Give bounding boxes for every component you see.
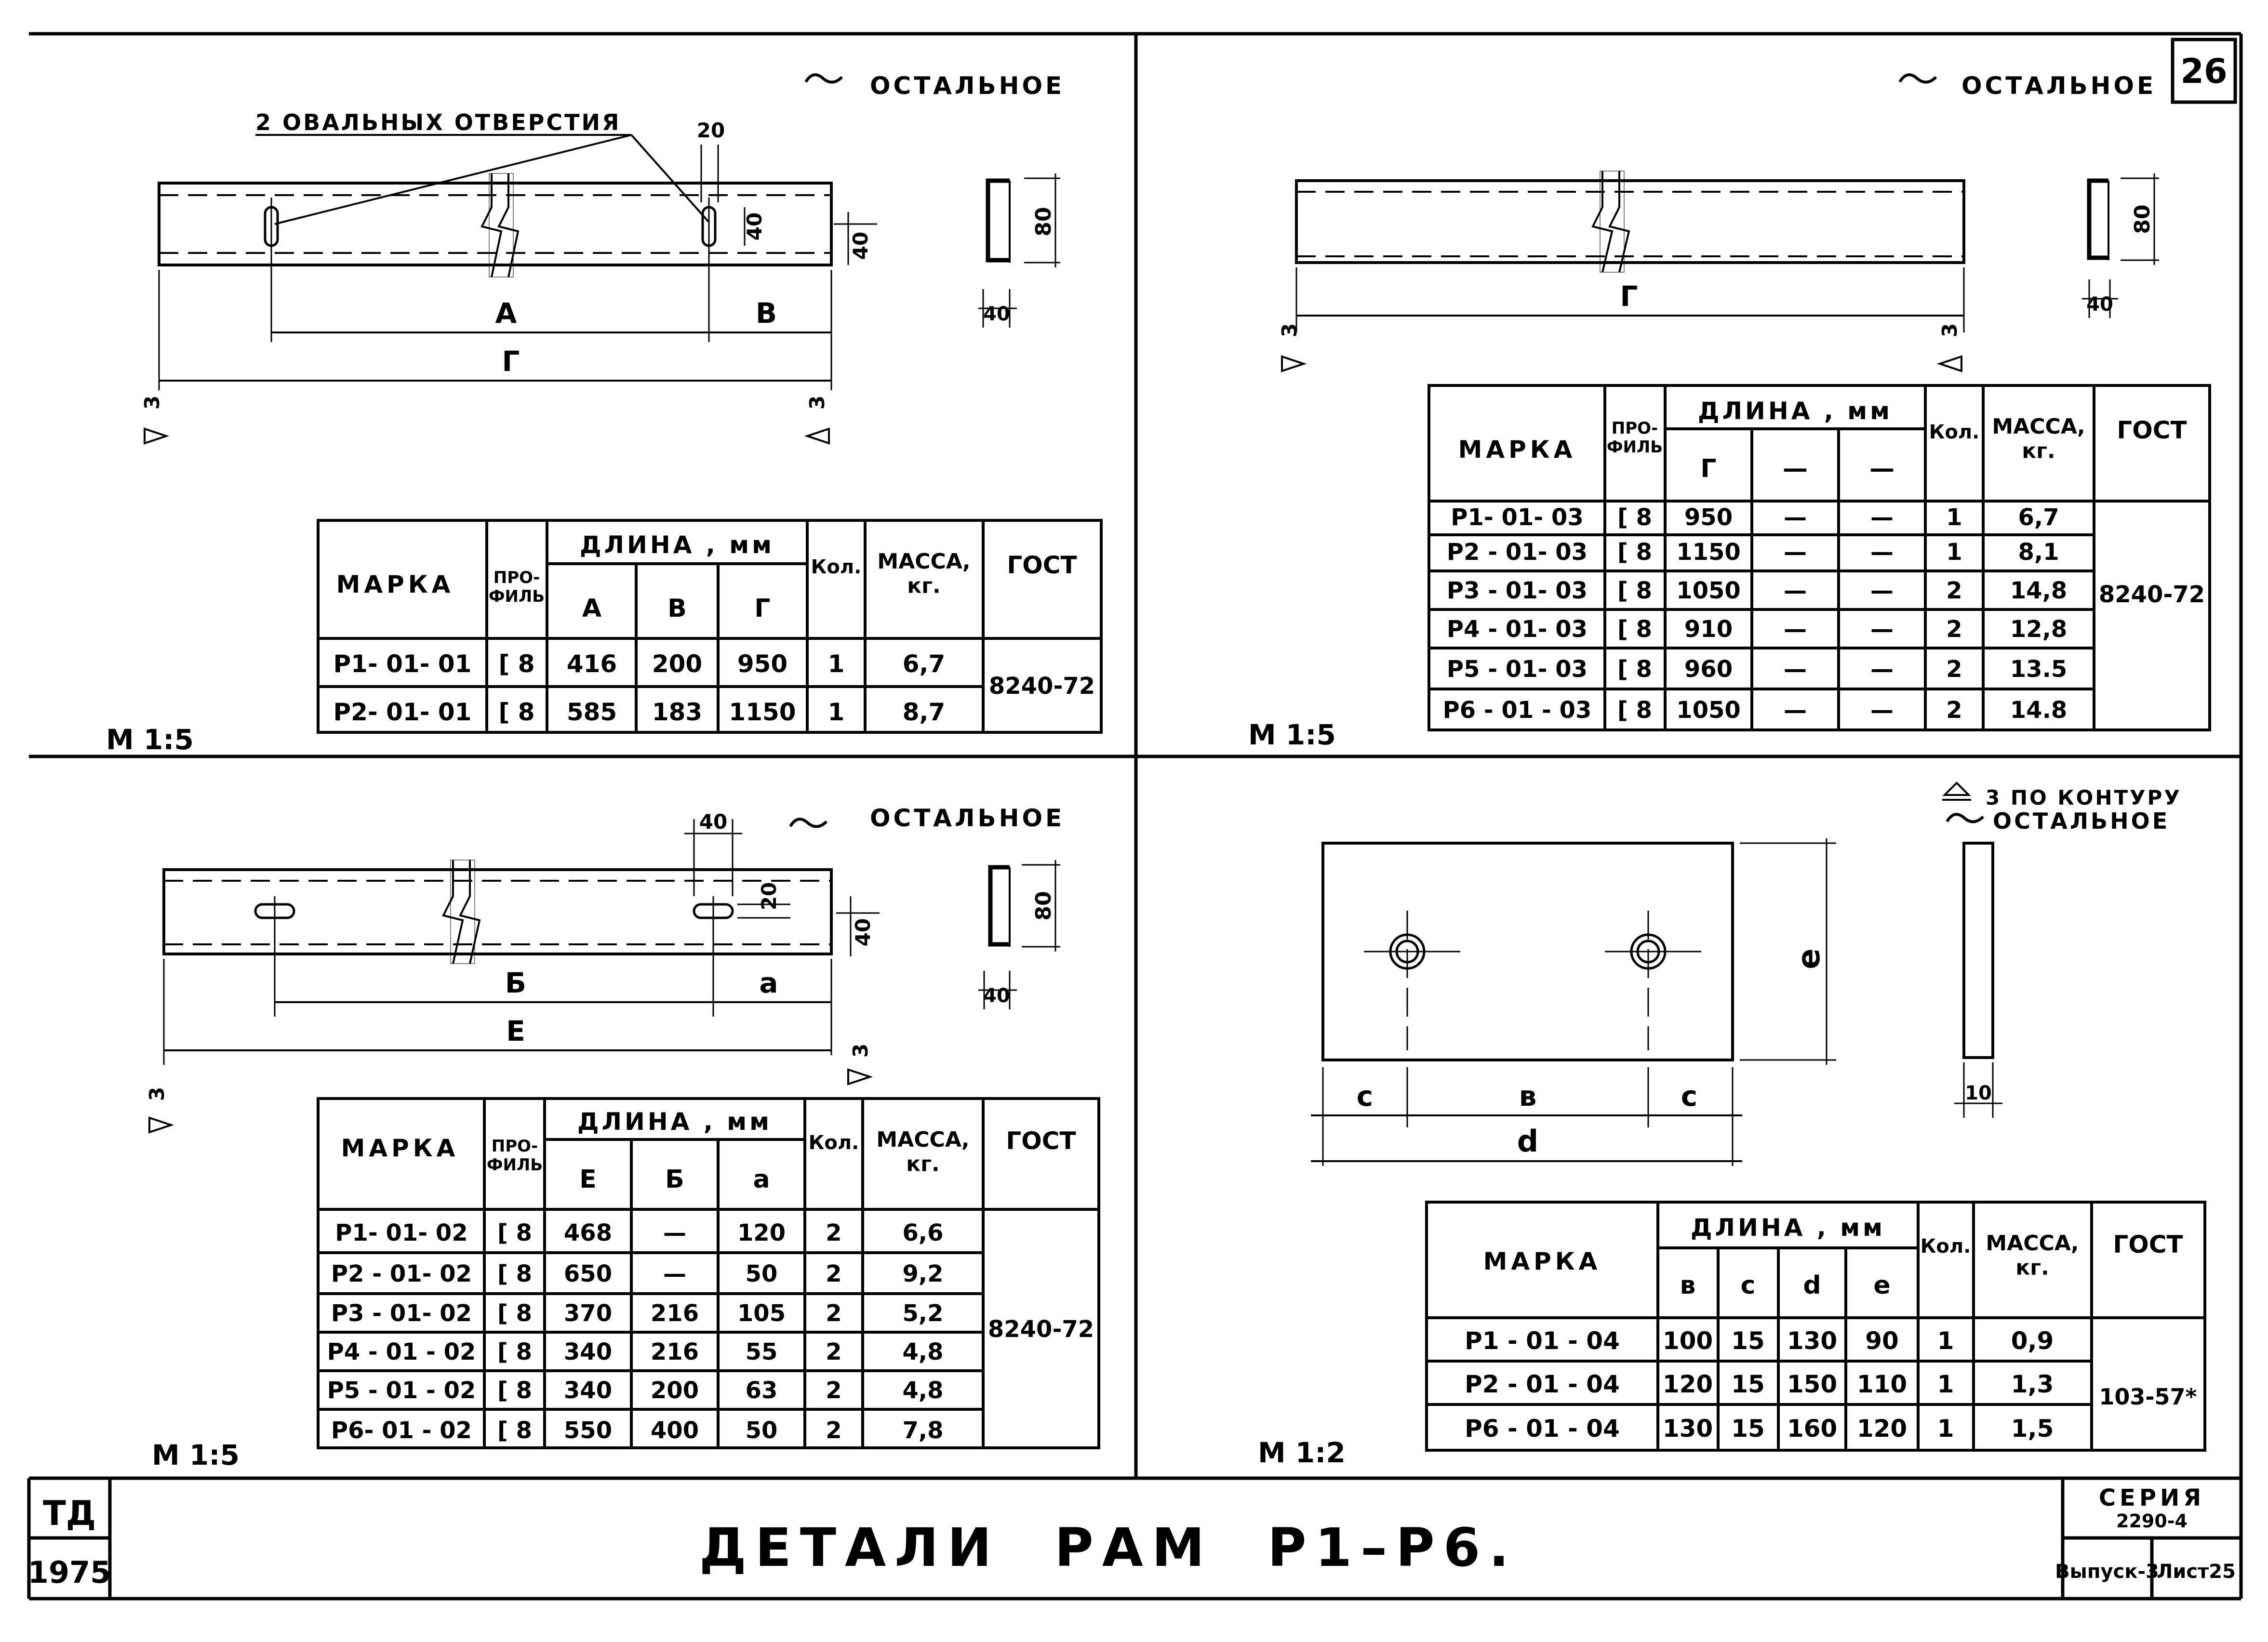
p4-th-marka: МАРКА	[1483, 1247, 1601, 1275]
table-cell: Р1- 01- 02	[335, 1219, 468, 1246]
table-cell: Р4 - 01- 03	[1446, 616, 1588, 643]
dim-a: А	[495, 297, 517, 330]
table-cell: 2	[826, 1300, 842, 1327]
table-cell: 120	[1662, 1370, 1713, 1398]
p4-th-mass: МАССА, кг.	[1986, 1231, 2079, 1280]
panel-1-scale: М 1:5	[106, 723, 194, 756]
table-cell: Р1 - 01 - 04	[1465, 1327, 1620, 1355]
table-cell: 120	[737, 1219, 786, 1246]
p1-th-a: А	[582, 594, 602, 623]
table-cell: 50	[745, 1417, 778, 1444]
table-cell: [ 8	[497, 1338, 533, 1365]
dim-20: 20	[696, 119, 725, 142]
dim-40-section-2: 40	[2086, 293, 2113, 316]
p2-th-dash1: —	[1783, 454, 1808, 483]
table-cell: [ 8	[498, 698, 535, 726]
table-cell: 8,1	[2018, 539, 2059, 566]
table-cell: —	[1784, 697, 1807, 724]
table-cell: 90	[1865, 1327, 1899, 1355]
table-cell: 1050	[1676, 697, 1741, 724]
dim-40-side-3: 40	[851, 918, 875, 947]
p1-th-qty: Кол.	[811, 556, 862, 578]
table-cell: 2	[826, 1219, 842, 1246]
bolt-hole-1	[1364, 911, 1460, 1050]
table-cell: —	[1784, 616, 1807, 643]
table-cell: Р4 - 01 - 02	[327, 1338, 476, 1365]
table-cell: 200	[652, 650, 703, 678]
table-cell: 1	[827, 650, 845, 678]
td-label: ТД	[42, 1494, 96, 1533]
table-cell: 160	[1787, 1415, 1838, 1443]
table-cell: 5,2	[902, 1300, 944, 1327]
dim-20-3: 20	[757, 882, 781, 911]
table-cell: —	[663, 1219, 686, 1246]
weld-3-left-2: 3	[1278, 323, 1301, 337]
table-cell: Р3 - 01- 02	[331, 1300, 472, 1327]
table-cell: 2	[826, 1260, 842, 1287]
dim-e-3: Е	[506, 1015, 525, 1047]
dim-a-3: а	[759, 967, 778, 999]
table-cell: 2	[1946, 616, 1962, 643]
table-cell: 1150	[1676, 539, 1741, 566]
p3-th-mass: МАССА, кг.	[876, 1127, 970, 1177]
table-cell: 216	[650, 1300, 699, 1327]
p3-th-e: Е	[579, 1165, 597, 1194]
p3-th-b: Б	[665, 1165, 684, 1194]
weld-3-right-2: 3	[1938, 323, 1961, 337]
p4-gost: 103-57*	[2099, 1384, 2197, 1410]
table-cell: —	[1870, 539, 1894, 566]
p1-th-length: ДЛИНА , мм	[580, 531, 774, 559]
weld-note-2: остальное	[1961, 72, 2157, 100]
p3-th-a: а	[753, 1165, 770, 1194]
weld-note-4b: остальное	[1993, 808, 2170, 834]
sheet-number: 26	[2180, 52, 2228, 91]
table-cell: 15	[1731, 1370, 1765, 1398]
p2-th-length: ДЛИНА , мм	[1698, 397, 1893, 425]
table-cell: 416	[566, 650, 617, 678]
table-cell: Р6 - 01 - 03	[1442, 697, 1592, 724]
table-cell: 1	[827, 698, 845, 726]
p2-gost: 8240-72	[2098, 581, 2205, 608]
weld-note-icon	[806, 75, 842, 82]
dim-b: В	[755, 297, 777, 330]
table-cell: 340	[563, 1338, 613, 1365]
dim-10-4: 10	[1965, 1082, 1992, 1104]
weld-3-left: 3	[140, 395, 164, 410]
year-label: 1975	[27, 1555, 111, 1590]
p4-th-gost: ГОСТ	[2113, 1231, 2183, 1258]
table-cell: 15	[1731, 1415, 1765, 1443]
panel-1-drawing	[140, 72, 1065, 443]
table-cell: Р5 - 01- 03	[1446, 656, 1588, 683]
table-cell: [ 8	[1617, 616, 1653, 643]
table-cell: Р2 - 01- 03	[1446, 539, 1588, 566]
dim-40-section: 40	[983, 303, 1010, 325]
table-cell: 110	[1856, 1370, 1908, 1398]
p4-th-b: в	[1680, 1271, 1696, 1300]
weld-3-right: 3	[805, 395, 829, 410]
p4-th-e: е	[1873, 1271, 1891, 1300]
p2-th-profile: ПРО-ФИЛЬ	[1606, 419, 1663, 457]
table-cell: 1,3	[2011, 1370, 2054, 1398]
table-cell: 4,8	[902, 1338, 944, 1365]
table-cell: —	[1870, 577, 1894, 604]
table-cell: 585	[566, 698, 617, 726]
p2-th-marka: МАРКА	[1458, 436, 1576, 463]
table-cell: [ 8	[1617, 539, 1653, 566]
table-cell: 6,7	[902, 650, 946, 678]
p1-th-b: В	[667, 594, 687, 623]
table-cell: 1	[1946, 504, 1962, 531]
table-cell: Р2 - 01- 02	[331, 1260, 472, 1287]
weld-3-right-3: 3	[849, 1043, 872, 1058]
drawing-title: ДЕТАЛИ РАМ Р1–Р6.	[699, 1517, 1518, 1578]
bolt-hole-2	[1605, 911, 1701, 1050]
weld-3-left-3: 3	[145, 1086, 169, 1101]
p1-th-gost: ГОСТ	[1007, 551, 1077, 579]
dim-40-hole: 40	[743, 212, 766, 241]
dim-80-section-3: 80	[1031, 891, 1056, 921]
table-cell: [ 8	[498, 650, 535, 678]
dim-80-section: 80	[1031, 207, 1056, 237]
table-cell: —	[1870, 616, 1894, 643]
table-cell: 14.8	[2010, 697, 2068, 724]
sheet-label: Лист25	[2157, 1561, 2236, 1583]
table-cell: —	[1870, 697, 1894, 724]
table-cell: 13.5	[2010, 656, 2068, 683]
table-cell: Р5 - 01 - 02	[327, 1377, 476, 1404]
table-cell: 8,7	[902, 698, 946, 726]
table-cell: 400	[650, 1417, 699, 1444]
p4-th-qty: Кол.	[1920, 1235, 1971, 1258]
table-cell: 650	[563, 1260, 613, 1287]
dim-40-top: 40	[699, 810, 728, 834]
table-cell: —	[663, 1260, 686, 1287]
table-cell: [ 8	[497, 1260, 533, 1287]
table-cell: [ 8	[1617, 577, 1653, 604]
table-cell: Р1- 01- 03	[1451, 504, 1584, 531]
panel-4-scale: М 1:2	[1258, 1436, 1346, 1469]
p3-th-gost: ГОСТ	[1006, 1127, 1076, 1155]
table-cell: 100	[1662, 1327, 1713, 1355]
table-cell: 2	[1946, 697, 1962, 724]
table-cell: —	[1784, 577, 1807, 604]
p2-th-g: Г	[1700, 454, 1717, 483]
weld-note-4a: 3 по контуру	[1986, 786, 2182, 809]
p3-th-profile: ПРО-ФИЛЬ	[486, 1137, 543, 1175]
panel-2-scale: М 1:5	[1248, 718, 1336, 751]
panel-3-drawing	[145, 804, 1065, 1132]
table-cell: 910	[1684, 616, 1733, 643]
table-cell: —	[1870, 504, 1894, 531]
table-cell: 130	[1662, 1415, 1713, 1443]
table-cell: 183	[652, 698, 703, 726]
table-cell: 960	[1684, 656, 1733, 683]
table-cell: 14,8	[2010, 577, 2068, 604]
dim-b-3: Б	[505, 967, 527, 999]
table-cell: 340	[563, 1377, 613, 1404]
table-cell: 950	[1684, 504, 1733, 531]
table-cell: [ 8	[497, 1377, 533, 1404]
table-cell: 7,8	[902, 1417, 944, 1444]
table-cell: 50	[745, 1260, 778, 1287]
table-cell: 2	[826, 1417, 842, 1444]
table-cell: Р1- 01- 01	[333, 650, 472, 678]
p3-th-length: ДЛИНА , мм	[577, 1108, 772, 1136]
table-cell: —	[1784, 539, 1807, 566]
table-cell: 2	[1946, 656, 1962, 683]
table-cell: 4,8	[902, 1377, 944, 1404]
table-cell: 12,8	[2010, 616, 2068, 643]
table-cell: —	[1784, 504, 1807, 531]
table-cell: 2	[826, 1377, 842, 1404]
table-cell: 55	[745, 1338, 778, 1365]
table-cell: [ 8	[497, 1219, 533, 1246]
dim-c-left: с	[1356, 1080, 1374, 1112]
table-cell: 1	[1937, 1415, 1954, 1443]
table-cell: 63	[745, 1377, 778, 1404]
issue-label: Выпуск-3	[2055, 1561, 2159, 1583]
table-cell: 1	[1937, 1327, 1954, 1355]
dim-g-2: Г	[1620, 280, 1638, 313]
dim-c-right: с	[1681, 1080, 1698, 1112]
p2-th-dash2: —	[1869, 454, 1894, 483]
plate-section	[1964, 843, 1993, 1058]
series-value: 2290-4	[2116, 1510, 2188, 1532]
panel-3-scale: М 1:5	[152, 1439, 240, 1471]
table-cell: 15	[1731, 1327, 1765, 1355]
dim-e-4: е	[1791, 948, 1827, 969]
table-cell: Р3 - 01- 03	[1446, 577, 1588, 604]
table-cell: —	[1784, 656, 1807, 683]
table-cell: —	[1870, 656, 1894, 683]
dim-b-4: в	[1519, 1080, 1537, 1112]
p2-th-qty: Кол.	[1929, 421, 1980, 443]
panel-4-table-rows	[1465, 1327, 2054, 1443]
p1-th-mass: МАССА, кг.	[877, 549, 971, 598]
table-cell: Р2- 01- 01	[333, 698, 472, 726]
p1-gost: 8240-72	[988, 673, 1095, 700]
p3-th-marka: МАРКА	[341, 1134, 459, 1162]
p4-th-length: ДЛИНА , мм	[1691, 1214, 1885, 1242]
table-cell: [ 8	[1617, 656, 1653, 683]
p1-th-profile: ПРО-ФИЛЬ	[488, 568, 545, 607]
dim-40-side: 40	[849, 231, 872, 260]
table-cell: [ 8	[1617, 697, 1653, 724]
table-cell: 1,5	[2011, 1415, 2054, 1443]
table-cell: 2	[826, 1338, 842, 1365]
table-cell: [ 8	[1617, 504, 1653, 531]
table-cell: 1	[1946, 539, 1962, 566]
table-cell: 120	[1856, 1415, 1908, 1443]
p1-th-marka: МАРКА	[336, 570, 454, 598]
p3-gost: 8240-72	[987, 1316, 1094, 1343]
p4-th-c: с	[1740, 1271, 1756, 1300]
table-cell: 1	[1937, 1370, 1954, 1398]
p2-th-gost: ГОСТ	[2117, 416, 2187, 444]
dim-80-section-2: 80	[2130, 204, 2155, 234]
table-cell: 130	[1787, 1327, 1838, 1355]
p1-th-g: Г	[754, 594, 771, 623]
series-label: СЕРИЯ	[2098, 1484, 2205, 1511]
holes-label: 2 ОВАЛЬНЫХ ОТВЕРСТИЯ	[255, 109, 621, 135]
table-cell: 105	[737, 1300, 786, 1327]
table-cell: 1050	[1676, 577, 1741, 604]
table-cell: [ 8	[497, 1300, 533, 1327]
table-cell: 200	[650, 1377, 699, 1404]
table-cell: 468	[563, 1219, 613, 1246]
table-cell: 9,2	[902, 1260, 944, 1287]
table-cell: 2	[1946, 577, 1962, 604]
table-cell: 1150	[729, 698, 796, 726]
table-cell: [ 8	[497, 1417, 533, 1444]
panel-4-drawing	[1311, 783, 2182, 1166]
table-cell: 370	[563, 1300, 613, 1327]
table-cell: 0,9	[2011, 1327, 2054, 1355]
dim-d-4: d	[1517, 1124, 1539, 1159]
table-cell: Р6- 01 - 02	[331, 1417, 472, 1444]
weld-note-3: остальное	[870, 804, 1065, 832]
table-cell: 950	[737, 650, 788, 678]
table-cell: 150	[1787, 1370, 1838, 1398]
p4-th-d: d	[1803, 1271, 1821, 1300]
p3-th-qty: Кол.	[808, 1132, 859, 1154]
dim-40-section-3: 40	[983, 985, 1010, 1007]
table-cell: 216	[650, 1338, 699, 1365]
table-cell: 6,7	[2018, 504, 2059, 531]
dim-g: Г	[502, 345, 520, 378]
panel-2-table-rows	[1443, 504, 2068, 724]
weld-note: остальное	[870, 72, 1065, 100]
table-cell: Р6 - 01 - 04	[1465, 1415, 1620, 1443]
panel-2-drawing	[1278, 72, 2159, 371]
p2-th-mass: МАССА, кг.	[1992, 414, 2085, 463]
table-cell: 6,6	[902, 1219, 944, 1246]
table-cell: Р2 - 01 - 04	[1465, 1370, 1620, 1398]
table-cell: 550	[563, 1417, 613, 1444]
